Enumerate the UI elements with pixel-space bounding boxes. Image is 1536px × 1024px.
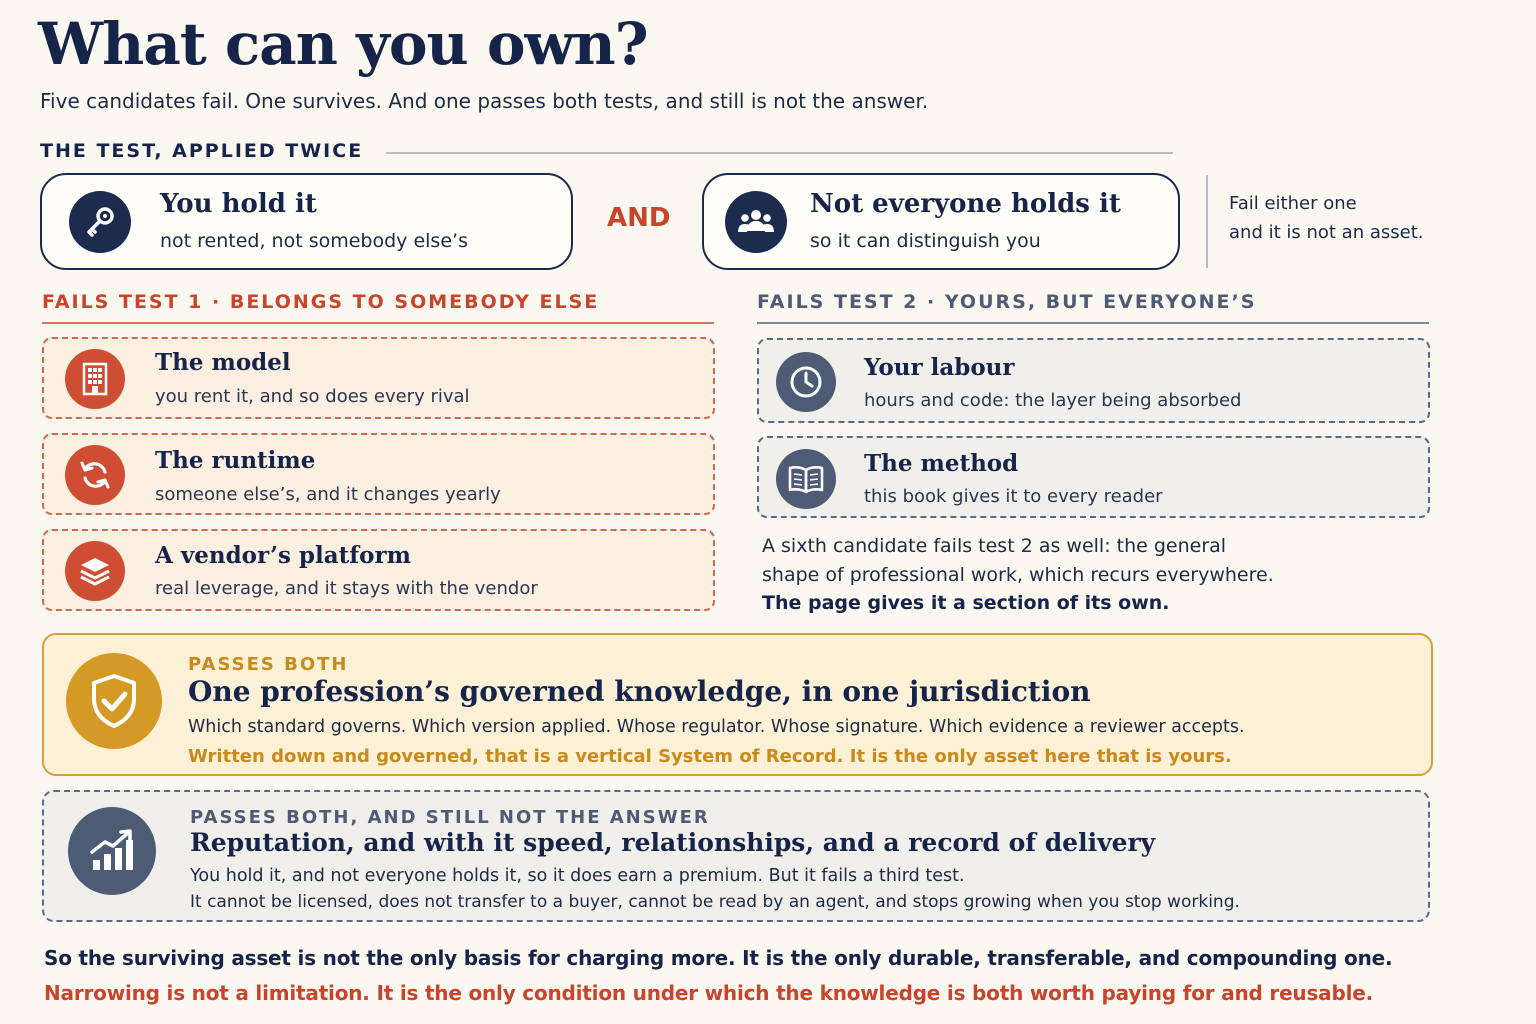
passes-both-line2: Written down and governed, that is a vertical System of Record. It is the only asset here that is yours. [188,746,1232,767]
layers-icon [65,541,125,601]
fail1-sub-platform: real leverage, and it stays with the vendor [155,578,538,599]
test-section-label: THE TEST, APPLIED TWICE [40,140,364,162]
fail1-sub-runtime: someone else’s, and it changes yearly [155,484,501,505]
fail2-sub-labour: hours and code: the layer being absorbed [864,390,1242,411]
passes-both-card [42,633,1433,776]
test-section-rule [386,152,1173,154]
fail2-title-method: The method [864,450,1019,477]
shield-check-icon [66,653,162,749]
test2-sub: so it can distinguish you [810,230,1041,252]
test2-box [702,173,1180,270]
passes-not-answer-title: Reputation, and with it speed, relationships, and a record of delivery [190,828,1156,857]
passes-not-answer-card [42,790,1430,922]
passes-both-title: One profession’s governed knowledge, in one jurisdiction [188,675,1091,708]
fails2-rule [757,322,1429,324]
key-icon [69,191,131,253]
book-icon [776,449,836,509]
test1-title: You hold it [160,189,317,219]
passes-both-label: PASSES BOTH [188,654,349,675]
fails1-label: FAILS TEST 1 · BELONGS TO SOMEBODY ELSE [42,291,600,313]
passes-both-line1: Which standard governs. Which version applied. Whose regulator. Whose signature. Which evidence a reviewer accepts. [188,717,1245,737]
fail2-title-labour: Your labour [864,354,1015,381]
fail1-card-runtime [42,433,715,515]
test-note-line1: Fail either one [1229,193,1357,214]
refresh-icon [65,445,125,505]
passes-not-answer-label: PASSES BOTH, AND STILL NOT THE ANSWER [190,807,710,828]
fail2-card-method [757,436,1430,518]
fail2-sub-method: this book gives it to every reader [864,486,1163,507]
test-note-line2: and it is not an asset. [1229,222,1424,243]
test2-title: Not everyone holds it [810,189,1121,219]
fails2-note-line3: The page gives it a section of its own. [762,592,1170,614]
fails1-rule [42,322,714,324]
fails2-label: FAILS TEST 2 · YOURS, BUT EVERYONE’S [757,291,1257,313]
page-subtitle: Five candidates fail. One survives. And one passes both tests, and still is not the answer. [40,89,929,113]
fail2-card-labour [757,338,1430,423]
conclusion-line1: So the surviving asset is not the only basis for charging more. It is the only durable, transferable, and compounding one. [44,946,1393,970]
and-connector: AND [607,203,671,233]
fail1-sub-model: you rent it, and so does every rival [155,386,470,407]
page-title: What can you own? [38,10,648,78]
fail1-title-platform: A vendor’s platform [155,542,411,569]
fails2-note-line1: A sixth candidate fails test 2 as well: the general [762,535,1227,557]
fail1-title-runtime: The runtime [155,447,316,474]
test-note-divider [1206,175,1208,268]
fail1-card-platform [42,529,715,611]
clock-icon [776,352,836,412]
growth-chart-icon [68,807,156,895]
passes-not-answer-line2: It cannot be licensed, does not transfer to a buyer, cannot be read by an agent, and stops growing when you stop working. [190,892,1240,912]
fail1-card-model [42,337,715,419]
people-icon [725,191,787,253]
passes-not-answer-line1: You hold it, and not everyone holds it, so it does earn a premium. But it fails a third test. [190,866,965,886]
building-icon [65,349,125,409]
fail1-title-model: The model [155,349,291,376]
test1-box [40,173,573,270]
test1-sub: not rented, not somebody else’s [160,230,468,252]
conclusion-line2: Narrowing is not a limitation. It is the only condition under which the knowledge is both worth paying for and reusable. [44,981,1374,1005]
fails2-note-line2: shape of professional work, which recurs everywhere. [762,564,1274,586]
